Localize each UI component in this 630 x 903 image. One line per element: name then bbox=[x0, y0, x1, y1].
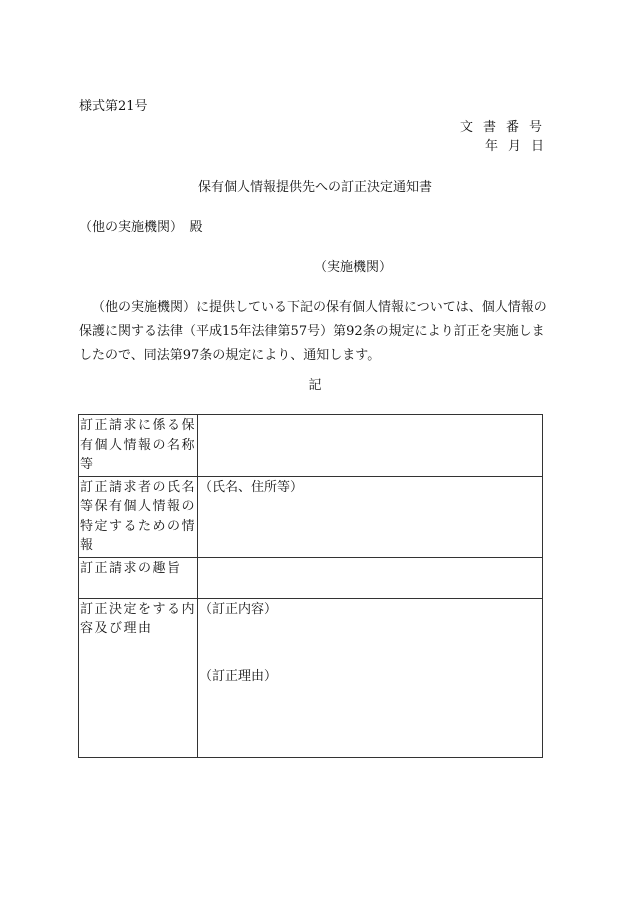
table-row bbox=[79, 598, 543, 757]
ki-heading: 記 bbox=[308, 378, 322, 393]
date-label: 年月日 bbox=[485, 139, 555, 154]
record-table bbox=[78, 414, 543, 758]
row-label bbox=[79, 415, 198, 477]
row-label bbox=[79, 598, 198, 757]
row-label bbox=[79, 476, 198, 557]
document-title: 保有個人情報提供先への訂正決定通知書 bbox=[197, 180, 432, 195]
row-value[interactable] bbox=[198, 415, 543, 477]
row-value[interactable] bbox=[198, 557, 543, 598]
row-label bbox=[79, 557, 198, 598]
issuing-agency: （実施機関） bbox=[314, 260, 393, 275]
table-row bbox=[79, 415, 543, 477]
row-value[interactable] bbox=[198, 598, 543, 757]
correction-reason-label: （訂正理由） bbox=[199, 669, 278, 684]
body-paragraph: （他の実施機関）に提供している下記の保有個人情報については、個人情報の保護に関する法律（平成15年法律第57号）第92条の規定により訂正を実施しましたので、同法第97条の規定により、通知します。 bbox=[79, 300, 547, 364]
table-row bbox=[79, 476, 543, 557]
row-label-text: 訂正請求に係る保有個人情報の名称等 bbox=[80, 418, 197, 472]
row-label-text: 訂正請求の趣旨 bbox=[80, 560, 182, 576]
row-label-text: 訂正決定をする内容及び理由 bbox=[80, 601, 197, 636]
row-value[interactable]: （氏名、住所等） bbox=[198, 476, 543, 557]
document-number-label: 文書番号 bbox=[460, 120, 553, 135]
row-label-text: 訂正請求者の氏名等保有個人情報の特定するための情報 bbox=[80, 479, 197, 553]
table-row bbox=[79, 557, 543, 598]
form-number: 様式第21号 bbox=[79, 99, 148, 114]
correction-content-label: （訂正内容） bbox=[199, 601, 278, 617]
addressee: （他の実施機関） 殿 bbox=[79, 220, 203, 235]
